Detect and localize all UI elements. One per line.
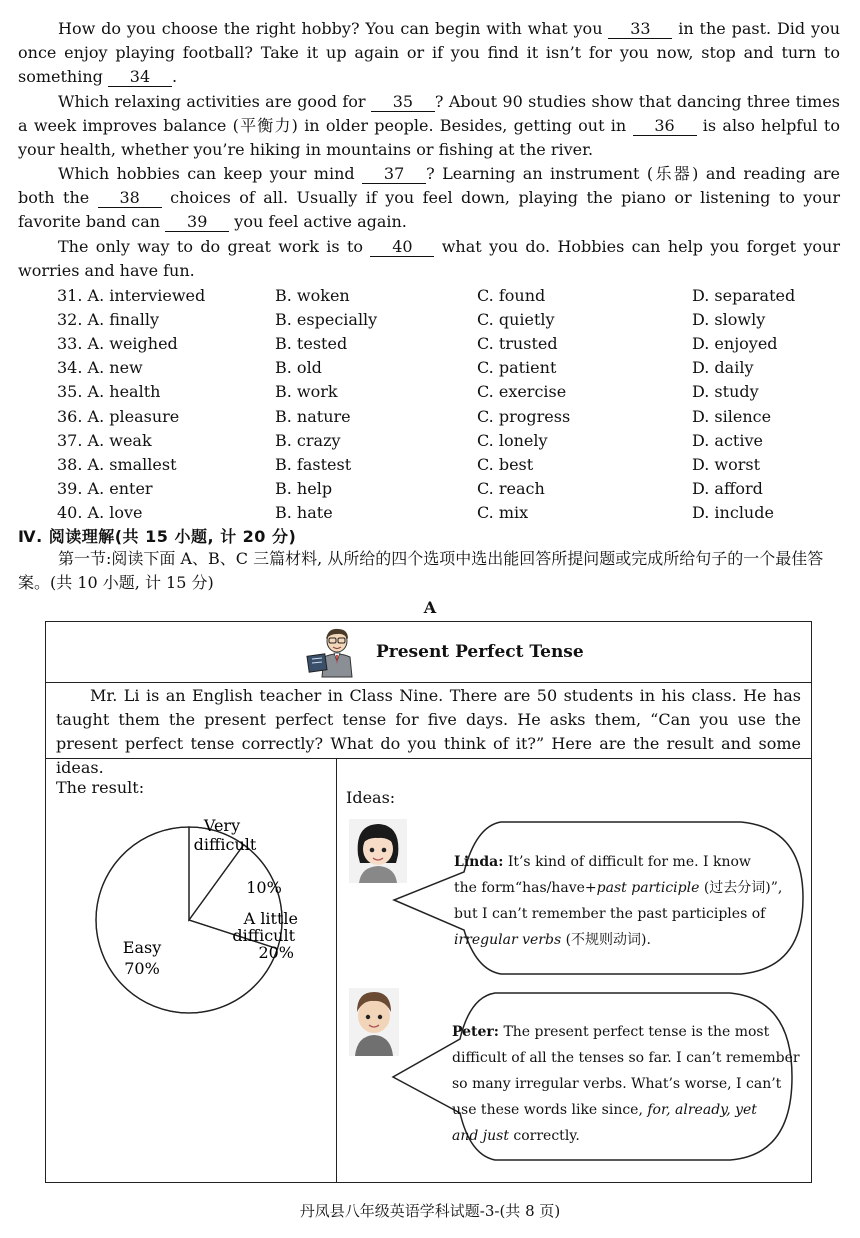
cloze-text: ? Learning an instrument (乐器) and reading are both the [18,164,840,207]
pie-label-very-2: difficult [193,835,257,854]
cloze-paragraph-1 [18,17,840,89]
option-cell: D. worst [692,454,761,474]
blank-36: 36 [633,117,697,136]
linda-idea-text [454,849,782,953]
cloze-paragraph-4 [18,235,840,283]
option-cell: C. trusted [477,333,558,353]
pie-label-very-pct: 10% [246,878,282,897]
peter-line-2 [452,1045,800,1071]
option-row [57,283,852,307]
option-cell: B. especially [275,309,378,329]
option-cell: 37. A. weak [57,430,152,450]
option-cell: B. crazy [275,430,341,450]
option-row [57,477,852,501]
option-cell: D. silence [692,406,772,426]
option-row [57,380,852,404]
passage-a-box [45,621,812,1183]
linda-line-3 [454,901,782,927]
option-row [57,501,852,525]
option-cell: D. slowly [692,309,766,329]
blank-40: 40 [370,238,434,257]
option-cell: 38. A. smallest [57,454,177,474]
linda-text: the form“has/have+ [454,880,597,896]
cloze-text: you feel active again. [234,212,407,231]
linda-line-2 [454,875,782,901]
option-cell: 36. A. pleasure [57,406,180,426]
cloze-paragraph-2 [18,90,840,162]
blank-33: 33 [608,20,672,39]
cloze-text: in the past. Did you once enjoy playing football? Take it up again or if you find it isn’t for you now, stop and turn to something [18,19,841,86]
pie-label-easy-pct: 70% [124,959,160,978]
option-cell: B. help [275,479,333,499]
blank-34: 34 [108,68,172,87]
passage-title-row [46,622,811,683]
pie-label-very-1: Very [203,816,241,835]
option-cell: C. exercise [477,382,567,402]
option-cell: 33. A. weighed [57,333,178,353]
option-cell: 35. A. health [57,382,161,402]
option-cell: C. mix [477,503,529,523]
pie-label-little-pct: 20% [258,943,294,962]
teacher-icon [304,627,366,679]
peter-text: difficult of all the tenses so far. I can’t remember [452,1050,800,1066]
cloze-text: Which relaxing activities are good for [58,92,366,111]
blank-38: 38 [98,189,162,208]
option-cell: 34. A. new [57,358,143,378]
passage-intro: Mr. Li is an English teacher in Class Nine. There are 50 students in his class. He has taught them the present perfect tense for five days. He asks them, “Can you use the present perfect tense correctly? What do you think of it?” Here are the result and some ideas. [56,686,801,777]
peter-idea-text [452,1019,800,1149]
option-cell: B. tested [275,333,348,353]
option-cell: C. quietly [477,309,555,329]
pie-label-easy: Easy [122,938,162,957]
linda-text: It’s kind of difficult for me. I know [507,854,751,870]
peter-line-3 [452,1071,800,1097]
option-cell: B. nature [275,406,351,426]
blank-37: 37 [362,165,426,184]
peter-text: use these words like since, [452,1102,643,1118]
option-row [57,356,852,380]
linda-name: Linda: [454,854,504,870]
linda-text: (过去分词)”, [703,880,783,896]
linda-line-4 [454,927,782,953]
option-cell: B. work [275,382,338,402]
option-cell: C. best [477,454,534,474]
peter-line-4 [452,1097,800,1123]
option-cell: C. patient [477,358,557,378]
peter-text: and just [452,1128,509,1144]
peter-name: Peter: [452,1024,499,1040]
option-cell: 39. A. enter [57,479,153,499]
option-row [57,404,852,428]
linda-text: (不规则动词). [565,932,651,948]
column-divider [336,758,337,1182]
peter-line-5 [452,1123,800,1149]
pie-label-little-1: A little [243,909,298,928]
cloze-text: what you do. Hobbies can help you forget your worries and have fun. [18,237,840,280]
section-heading: Ⅳ. 阅读理解(共 15 小题, 计 20 分) [18,527,297,546]
option-cell: D. enjoyed [692,333,778,353]
result-pie-chart [94,800,299,1015]
cloze-text: ? About 90 studies show that dancing three times a week improves balance (平衡力) in older people. Besides, getting out in [18,92,841,135]
option-cell: 31. A. interviewed [57,285,206,305]
option-row [57,452,852,476]
option-row [57,331,852,355]
peter-text: The present perfect tense is the most [503,1024,770,1040]
option-row [57,428,852,452]
cloze-text: is also helpful to your health, whether you’re hiking in mountains or fishing at the river. [18,116,840,159]
option-cell: B. woken [275,285,350,305]
pie-label-little-2: difficult [232,926,295,945]
option-cell: C. progress [477,406,571,426]
option-cell: B. fastest [275,454,352,474]
option-cell: 32. A. finally [57,309,160,329]
linda-text: but I can’t remember the past participles of [454,906,766,922]
cloze-text: choices of all. Usually if you feel down, playing the piano or listening to your favorite band can [18,188,840,231]
peter-text: correctly. [513,1128,580,1144]
passage-letter: A [423,598,437,617]
cloze-text: The only way to do great work is to [58,237,364,256]
ideas-label: Ideas: [346,788,396,807]
linda-text: irregular verbs [454,932,562,948]
blank-35: 35 [371,93,435,112]
option-cell: B. old [275,358,322,378]
option-cell: D. separated [692,285,796,305]
option-cell: B. hate [275,503,333,523]
peter-text: for, already, yet [647,1102,757,1118]
option-cell: D. afford [692,479,763,499]
divider [46,758,811,759]
option-cell: D. include [692,503,774,523]
option-cell: D. daily [692,358,754,378]
option-cell: C. found [477,285,546,305]
result-label: The result: [56,778,145,797]
passage-title: Present Perfect Tense [376,642,584,662]
cloze-text: . [171,67,178,86]
option-cell: 40. A. love [57,503,143,523]
linda-line-1 [454,849,782,875]
linda-text: past participle [596,880,700,896]
options-table [57,283,852,525]
cloze-text: How do you choose the right hobby? You can begin with what you [58,19,603,38]
cloze-text: Which hobbies can keep your mind [58,164,355,183]
option-cell: D. study [692,382,759,402]
blank-39: 39 [165,213,229,232]
option-cell: C. lonely [477,430,548,450]
option-cell: D. active [692,430,763,450]
section-instructions: 第一节:阅读下面 A、B、C 三篇材料, 从所给的四个选项中选出能回答所提问题或完成所给句子的一个最佳答案。(共 10 小题, 计 15 分) [18,549,824,592]
option-row [57,307,852,331]
page-footer: 丹凤县八年级英语学科试题-3-(共 8 页) [299,1202,561,1220]
option-cell: C. reach [477,479,545,499]
peter-text: so many irregular verbs. What’s worse, I can’t [452,1076,782,1092]
peter-line-1 [452,1019,800,1045]
cloze-paragraph-3 [18,162,840,234]
